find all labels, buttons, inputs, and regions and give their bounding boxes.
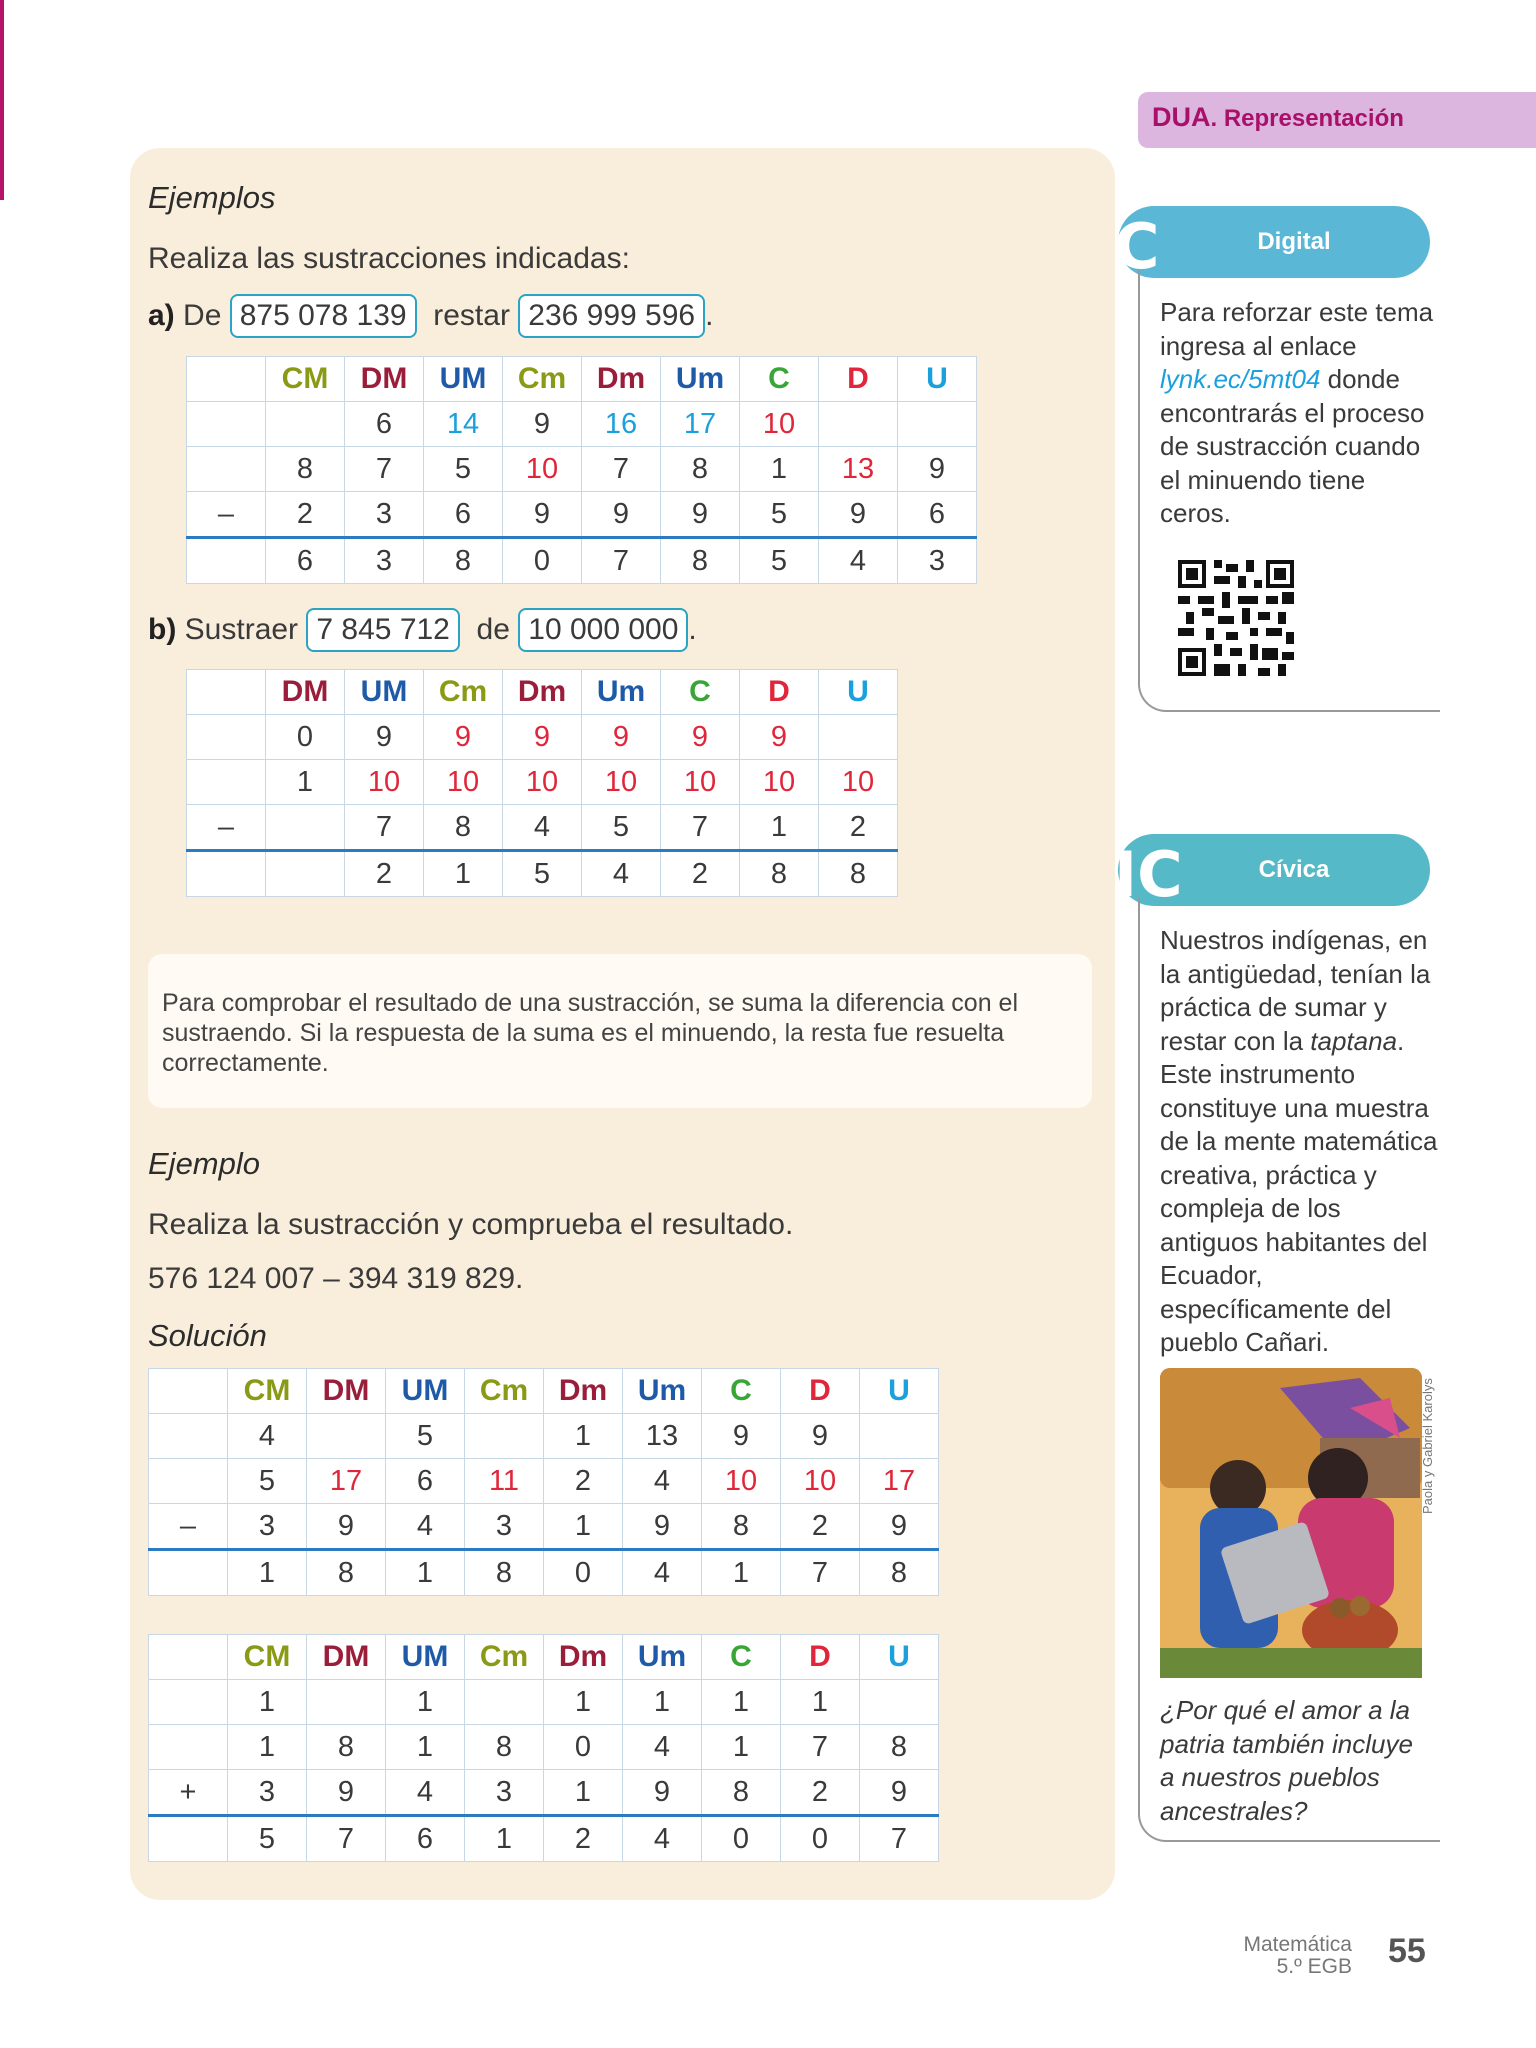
digit-cell: 8: [702, 1504, 781, 1550]
digit-cell: 5: [424, 447, 503, 492]
place-value-header: Dm: [544, 1369, 623, 1414]
place-value-header: UM: [386, 1635, 465, 1680]
digit-cell: 7: [345, 805, 424, 851]
digit-cell: 10: [819, 760, 898, 805]
table-row: [149, 1459, 939, 1504]
table-row: [187, 538, 977, 584]
civica-text: Nuestros indígenas, en la antigüedad, tenían la práctica de sumar y restar con la taptana. Este instrumento constituye una muestra de la mente matemática creativa, práctica y compleja de los antiguos habitantes del Ecuador, específicamente del pueblo Cañari.: [1160, 925, 1438, 1357]
digit-cell: 1: [702, 1680, 781, 1725]
example-b-statement: b) Sustraer 7 845 712 de 10 000 000 .: [148, 608, 697, 652]
subtraction-table-c: [148, 1368, 939, 1596]
operation-sign-cell: [149, 1550, 228, 1596]
digit-cell: 4: [386, 1770, 465, 1816]
digit-cell: 11: [465, 1459, 544, 1504]
civica-logo-icon: IC: [1114, 838, 1183, 911]
digit-cell: 1: [544, 1504, 623, 1550]
digit-cell: 10: [582, 760, 661, 805]
digit-cell: 2: [781, 1770, 860, 1816]
digit-cell: 9: [898, 447, 977, 492]
civica-title: Cívica: [1258, 856, 1330, 883]
operation-sign-cell: +: [149, 1770, 228, 1816]
digit-cell: 8: [266, 447, 345, 492]
digit-cell: 4: [623, 1725, 702, 1770]
place-value-header: D: [781, 1635, 860, 1680]
subtrahend-box: 7 845 712: [306, 608, 459, 652]
digit-cell: 9: [781, 1414, 860, 1459]
digit-cell: 9: [307, 1770, 386, 1816]
digit-cell: 8: [307, 1550, 386, 1596]
table-row: [187, 851, 898, 897]
place-value-header: Um: [582, 670, 661, 715]
digit-cell: 0: [503, 538, 582, 584]
place-value-header: U: [819, 670, 898, 715]
place-value-header: DM: [307, 1369, 386, 1414]
digit-cell: 5: [228, 1816, 307, 1862]
digit-cell: [819, 402, 898, 447]
digit-cell: 1: [386, 1725, 465, 1770]
place-value-header: Cm: [503, 357, 582, 402]
operation-sign-cell: [149, 1459, 228, 1504]
digit-cell: 8: [307, 1725, 386, 1770]
solution-heading: Solución: [148, 1318, 267, 1353]
digit-cell: 7: [582, 538, 661, 584]
digit-cell: 9: [819, 492, 898, 538]
digit-cell: 1: [781, 1680, 860, 1725]
digit-cell: 17: [307, 1459, 386, 1504]
table-row: [149, 1550, 939, 1596]
digit-cell: 3: [228, 1504, 307, 1550]
place-value-header: DM: [307, 1635, 386, 1680]
place-value-header: C: [740, 357, 819, 402]
digit-cell: 3: [228, 1770, 307, 1816]
table-row: [149, 1725, 939, 1770]
digit-cell: [860, 1414, 939, 1459]
digit-cell: 16: [582, 402, 661, 447]
digit-cell: 8: [424, 805, 503, 851]
tip-box: [148, 954, 1092, 1108]
digit-cell: 4: [582, 851, 661, 897]
operation-sign-cell: –: [149, 1504, 228, 1550]
digit-cell: [266, 402, 345, 447]
digit-cell: 7: [781, 1550, 860, 1596]
digit-cell: 9: [661, 715, 740, 760]
operation-sign-cell: [187, 538, 266, 584]
digit-cell: 1: [702, 1725, 781, 1770]
digit-cell: 8: [819, 851, 898, 897]
digit-cell: 0: [544, 1725, 623, 1770]
digit-cell: 3: [898, 538, 977, 584]
digit-cell: [266, 851, 345, 897]
place-value-header: CM: [266, 357, 345, 402]
digit-cell: 5: [582, 805, 661, 851]
digit-cell: 3: [465, 1770, 544, 1816]
digit-cell: 1: [228, 1550, 307, 1596]
operation-sign-cell: [149, 1725, 228, 1770]
digit-cell: 0: [702, 1816, 781, 1862]
example-a-statement: a) De 875 078 139 restar 236 999 596 .: [148, 294, 713, 338]
digit-cell: 0: [544, 1550, 623, 1596]
digit-cell: 8: [465, 1725, 544, 1770]
place-value-header: DM: [266, 670, 345, 715]
taptana-illustration: [1160, 1368, 1422, 1678]
digital-link[interactable]: lynk.ec/5mt04: [1160, 364, 1321, 394]
operation-sign-cell: [187, 402, 266, 447]
digit-cell: 6: [424, 492, 503, 538]
place-value-header: D: [740, 670, 819, 715]
digit-cell: [465, 1414, 544, 1459]
place-value-header: Dm: [544, 1635, 623, 1680]
place-value-header: UM: [424, 357, 503, 402]
digit-cell: 4: [623, 1550, 702, 1596]
digit-cell: 1: [424, 851, 503, 897]
digit-cell: 8: [424, 538, 503, 584]
digit-cell: 10: [503, 760, 582, 805]
digit-cell: 4: [623, 1816, 702, 1862]
digit-cell: 17: [860, 1459, 939, 1504]
digit-cell: [307, 1414, 386, 1459]
place-value-header: Dm: [582, 357, 661, 402]
civica-tab: [1114, 834, 1430, 911]
digit-cell: 6: [386, 1459, 465, 1504]
digit-cell: 1: [465, 1816, 544, 1862]
place-value-header: Cm: [424, 670, 503, 715]
digit-cell: 5: [740, 492, 819, 538]
digital-title: Digital: [1257, 228, 1331, 255]
example-heading: Ejemplo: [148, 1146, 260, 1181]
operation-sign-cell: –: [187, 492, 266, 538]
digit-cell: 10: [740, 402, 819, 447]
operation-sign-cell: –: [187, 805, 266, 851]
digit-cell: [266, 805, 345, 851]
operation-sign-cell: [149, 1816, 228, 1862]
digit-cell: 1: [740, 447, 819, 492]
tip-text: Para comprobar el resultado de una sustracción, se suma la diferencia con el sustraendo. Si la respuesta de la suma es el minuendo, la resta fue resuelta correctamente.: [162, 989, 1019, 1077]
page-edge-bar: [0, 0, 4, 200]
digit-cell: 9: [740, 715, 819, 760]
place-value-header: C: [661, 670, 740, 715]
place-value-header: U: [860, 1369, 939, 1414]
digit-cell: 8: [465, 1550, 544, 1596]
table-row: [149, 1770, 939, 1816]
digit-cell: 0: [266, 715, 345, 760]
examples-intro: Realiza las sustracciones indicadas:: [148, 242, 630, 275]
digit-cell: 2: [819, 805, 898, 851]
digit-cell: 6: [898, 492, 977, 538]
digital-tab: [1114, 206, 1430, 283]
digit-cell: 13: [819, 447, 898, 492]
digit-cell: 10: [661, 760, 740, 805]
civica-question: ¿Por qué el amor a la patria también incluye a nuestros pueblos ancestrales?: [1160, 1695, 1413, 1826]
digit-cell: 2: [544, 1816, 623, 1862]
digit-cell: 10: [740, 760, 819, 805]
header-blank-cell: [187, 670, 266, 715]
table-row: [149, 1414, 939, 1459]
digit-cell: 2: [661, 851, 740, 897]
digit-cell: 7: [345, 447, 424, 492]
digit-cell: 8: [860, 1725, 939, 1770]
digit-cell: 1: [228, 1680, 307, 1725]
place-value-header: U: [860, 1635, 939, 1680]
place-value-header: Um: [623, 1369, 702, 1414]
page-number: 55: [1388, 1932, 1426, 1970]
operation-sign-cell: [187, 760, 266, 805]
digit-cell: 4: [819, 538, 898, 584]
digit-cell: 1: [544, 1770, 623, 1816]
digit-cell: 9: [503, 402, 582, 447]
place-value-header: Cm: [465, 1635, 544, 1680]
table-row: [149, 1816, 939, 1862]
digit-cell: 8: [702, 1770, 781, 1816]
digit-cell: 1: [266, 760, 345, 805]
table-row: [187, 492, 977, 538]
digit-cell: 3: [345, 538, 424, 584]
digit-cell: 1: [386, 1550, 465, 1596]
digit-cell: 1: [386, 1680, 465, 1725]
digit-cell: 7: [661, 805, 740, 851]
operation-sign-cell: [187, 447, 266, 492]
digit-cell: 10: [424, 760, 503, 805]
place-value-header: Cm: [465, 1369, 544, 1414]
digit-cell: 13: [623, 1414, 702, 1459]
digit-cell: 14: [424, 402, 503, 447]
digit-cell: 9: [623, 1504, 702, 1550]
digit-cell: 10: [702, 1459, 781, 1504]
operation-sign-cell: [149, 1680, 228, 1725]
table-row: [187, 805, 898, 851]
digit-cell: 8: [740, 851, 819, 897]
digit-cell: 8: [661, 447, 740, 492]
place-value-header: UM: [386, 1369, 465, 1414]
digit-cell: 9: [345, 715, 424, 760]
digit-cell: 7: [582, 447, 661, 492]
digit-cell: 2: [345, 851, 424, 897]
place-value-header: U: [898, 357, 977, 402]
qr-code-icon[interactable]: [1178, 560, 1294, 676]
example-instruction: Realiza la sustracción y comprueba el resultado.: [148, 1208, 794, 1241]
minuend-box: 10 000 000: [518, 608, 688, 652]
place-value-header: Dm: [503, 670, 582, 715]
minuend-box: 875 078 139: [230, 294, 417, 338]
digit-cell: 3: [345, 492, 424, 538]
digit-cell: 0: [781, 1816, 860, 1862]
digit-cell: 8: [860, 1550, 939, 1596]
digit-cell: [307, 1680, 386, 1725]
digit-cell: 1: [623, 1680, 702, 1725]
digit-cell: 7: [860, 1816, 939, 1862]
dua-title: DUA. Representación: [1152, 102, 1404, 132]
digit-cell: 5: [386, 1414, 465, 1459]
table-row: [187, 447, 977, 492]
header-blank-cell: [149, 1635, 228, 1680]
place-value-header: Um: [623, 1635, 702, 1680]
operation-sign-cell: [187, 715, 266, 760]
digit-cell: 9: [582, 715, 661, 760]
subtraction-table-a: [186, 356, 977, 584]
digit-cell: 9: [307, 1504, 386, 1550]
table-row: [149, 1680, 939, 1725]
examples-heading: Ejemplos: [148, 180, 276, 215]
digit-cell: 10: [345, 760, 424, 805]
table-row: [187, 760, 898, 805]
table-row: [149, 1504, 939, 1550]
digital-logo-icon: C: [1114, 210, 1160, 283]
digit-cell: 6: [345, 402, 424, 447]
operation-sign-cell: [149, 1414, 228, 1459]
digit-cell: 9: [582, 492, 661, 538]
place-value-header: CM: [228, 1369, 307, 1414]
place-value-header: Um: [661, 357, 740, 402]
digit-cell: 8: [661, 538, 740, 584]
digit-cell: 4: [623, 1459, 702, 1504]
place-value-header: C: [702, 1635, 781, 1680]
digital-text: Para reforzar este tema ingresa al enlace lynk.ec/5mt04 donde encontrarás el proceso de sustracción cuando el minuendo tiene ceros.: [1160, 297, 1434, 528]
header-blank-cell: [187, 357, 266, 402]
digit-cell: 7: [781, 1725, 860, 1770]
digit-cell: 4: [386, 1504, 465, 1550]
digit-cell: 9: [860, 1770, 939, 1816]
digit-cell: 7: [307, 1816, 386, 1862]
place-value-header: DM: [345, 357, 424, 402]
digit-cell: 9: [623, 1770, 702, 1816]
digit-cell: [860, 1680, 939, 1725]
place-value-header: C: [702, 1369, 781, 1414]
digit-cell: 6: [266, 538, 345, 584]
place-value-header: D: [781, 1369, 860, 1414]
digit-cell: 1: [228, 1725, 307, 1770]
header-blank-cell: [149, 1369, 228, 1414]
digit-cell: 9: [661, 492, 740, 538]
digit-cell: 2: [781, 1504, 860, 1550]
digit-cell: 2: [266, 492, 345, 538]
operation-sign-cell: [187, 851, 266, 897]
digit-cell: 9: [702, 1414, 781, 1459]
digit-cell: [819, 715, 898, 760]
digit-cell: 17: [661, 402, 740, 447]
digit-cell: 5: [503, 851, 582, 897]
digit-cell: 9: [503, 492, 582, 538]
digit-cell: 5: [740, 538, 819, 584]
digit-cell: 9: [860, 1504, 939, 1550]
place-value-header: D: [819, 357, 898, 402]
footer-subject: Matemática 5.º EGB: [1243, 1933, 1352, 1978]
digit-cell: 1: [702, 1550, 781, 1596]
digit-cell: 9: [503, 715, 582, 760]
place-value-header: UM: [345, 670, 424, 715]
dua-banner: [1138, 92, 1536, 148]
digit-cell: 10: [781, 1459, 860, 1504]
illustration-credit: Paola y Gabriel Karolys: [1420, 1378, 1435, 1514]
addition-check-table: [148, 1634, 939, 1862]
subtraction-table-b: [186, 669, 898, 897]
example-operation: 576 124 007 – 394 319 829.: [148, 1262, 524, 1295]
digit-cell: [898, 402, 977, 447]
table-row: [187, 402, 977, 447]
digit-cell: 9: [424, 715, 503, 760]
digit-cell: 6: [386, 1816, 465, 1862]
digit-cell: 4: [228, 1414, 307, 1459]
digit-cell: 3: [465, 1504, 544, 1550]
digit-cell: [465, 1680, 544, 1725]
digit-cell: 5: [228, 1459, 307, 1504]
digit-cell: 1: [544, 1680, 623, 1725]
digit-cell: 4: [503, 805, 582, 851]
subtrahend-box: 236 999 596: [518, 294, 705, 338]
digit-cell: 1: [740, 805, 819, 851]
digit-cell: 10: [503, 447, 582, 492]
place-value-header: CM: [228, 1635, 307, 1680]
table-row: [187, 715, 898, 760]
digit-cell: 2: [544, 1459, 623, 1504]
digit-cell: 1: [544, 1414, 623, 1459]
